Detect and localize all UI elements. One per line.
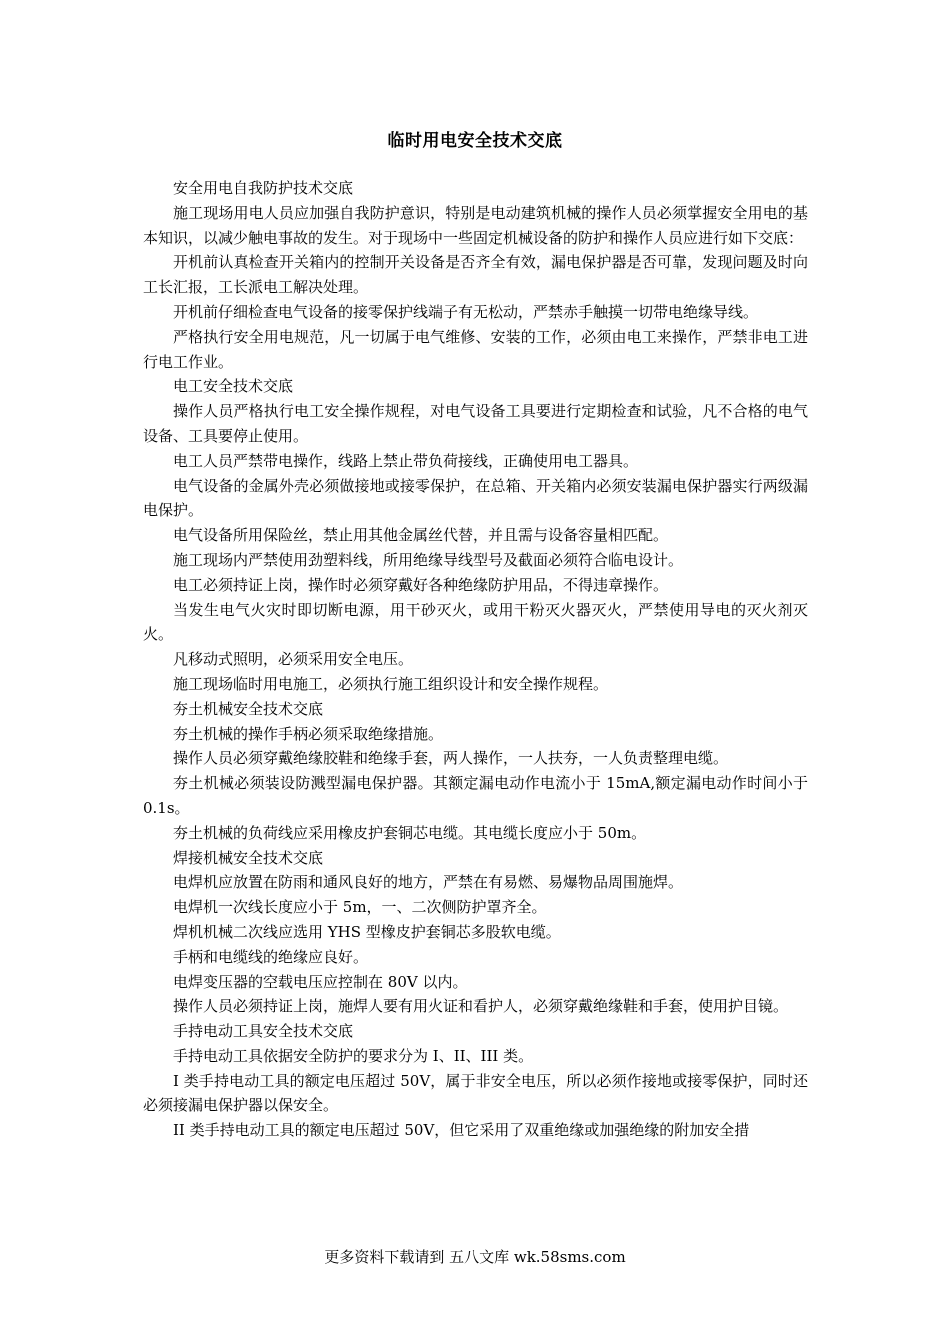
paragraph: 施工现场内严禁使用劲塑料线，所用绝缘导线型号及截面必须符合临电设计。 xyxy=(173,550,684,569)
paragraph: 开机前认真检查开关箱内的控制开关设备是否齐全有效，漏电保护器是否可靠，发现问题及时向工长汇报，工长派电工解决处理。 xyxy=(143,253,808,297)
paragraph: 操作人员必须持证上岗，施焊人要有用火证和看护人，必须穿戴绝缘鞋和手套，使用护目镜。 xyxy=(173,997,789,1016)
paragraph: 当发生电气火灾时即切断电源，用干砂灭火，或用干粉灭火器灭火，严禁使用导电的灭火剂灭火。 xyxy=(143,600,808,644)
section-heading: 夯土机械安全技术交底 xyxy=(173,699,324,718)
section-heading: 安全用电自我防护技术交底 xyxy=(173,179,354,197)
paragraph: 凡移动式照明，必须采用安全电压。 xyxy=(173,650,414,669)
footer-note: 更多资料下载请到 五八文库 wk.58sms.com xyxy=(324,1248,626,1266)
document-body xyxy=(143,176,808,1143)
paragraph: I 类手持电动工具的额定电压超过 50V，属于非安全电压，所以必须作接地或接零保护，同时还必须接漏电保护器以保安全。 xyxy=(143,1071,808,1115)
paragraph: 操作人员严格执行电工安全操作规程，对电气设备工具要进行定期检查和试验，凡不合格的电气设备、工具要停止使用。 xyxy=(143,402,808,445)
paragraph: 电焊机一次线长度应小于 5m，一、二次侧防护罩齐全。 xyxy=(173,898,547,917)
paragraph: 电工必须持证上岗，操作时必须穿戴好各种绝缘防护用品，不得违章操作。 xyxy=(173,575,669,594)
paragraph: 电工人员严禁带电操作，线路上禁止带负荷接线，正确使用电工器具。 xyxy=(173,451,639,470)
section-heading: 焊接机械安全技术交底 xyxy=(173,848,324,867)
paragraph: 施工现场临时用电施工，必须执行施工组织设计和安全操作规程。 xyxy=(173,674,609,693)
paragraph: 电焊变压器的空载电压应控制在 80V 以内。 xyxy=(173,972,468,991)
paragraph: 手持电动工具依据安全防护的要求分为 I、II、III 类。 xyxy=(173,1046,534,1065)
section-heading: 电工安全技术交底 xyxy=(173,377,294,396)
paragraph: 夯土机械的负荷线应采用橡皮护套铜芯电缆。其电缆长度应小于 50m。 xyxy=(173,823,647,842)
page-title: 临时用电安全技术交底 xyxy=(387,131,563,151)
section-heading: 手持电动工具安全技术交底 xyxy=(173,1022,354,1041)
paragraph: 手柄和电缆线的绝缘应良好。 xyxy=(173,947,369,966)
paragraph: 严格执行安全用电规范，凡一切属于电气维修、安装的工作，必须由电工来操作，严禁非电工进行电工作业。 xyxy=(143,327,808,371)
paragraph: 操作人员必须穿戴绝缘胶鞋和绝缘手套，两人操作，一人扶夯，一人负责整理电缆。 xyxy=(173,749,729,768)
paragraph: 焊机机械二次线应选用 YHS 型橡皮护套铜芯多股软电缆。 xyxy=(173,922,561,941)
paragraph: 电气设备的金属外壳必须做接地或接零保护，在总箱、开关箱内必须安装漏电保护器实行两级漏电保护。 xyxy=(143,476,808,520)
paragraph: 夯土机械必须装设防溅型漏电保护器。其额定漏电动作电流小于 15mA,额定漏电动作时间小于 0.1s。 xyxy=(143,774,808,817)
paragraph: II 类手持电动工具的额定电压超过 50V，但它采用了双重绝缘或加强绝缘的附加安全措 xyxy=(173,1121,750,1140)
paragraph: 开机前仔细检查电气设备的接零保护线端子有无松动，严禁赤手触摸一切带电绝缘导线。 xyxy=(173,302,759,321)
paragraph: 电焊机应放置在防雨和通风良好的地方，严禁在有易燃、易爆物品周围施焊。 xyxy=(173,873,684,892)
paragraph: 电气设备所用保险丝，禁止用其他金属丝代替，并且需与设备容量相匹配。 xyxy=(173,526,669,545)
paragraph: 施工现场用电人员应加强自我防护意识，特别是电动建筑机械的操作人员必须掌握安全用电的基本知识，以减少触电事故的发生。对于现场中一些固定机械设备的防护和操作人员应进行如下交底： xyxy=(143,203,808,247)
paragraph: 夯土机械的操作手柄必须采取绝缘措施。 xyxy=(173,724,444,743)
